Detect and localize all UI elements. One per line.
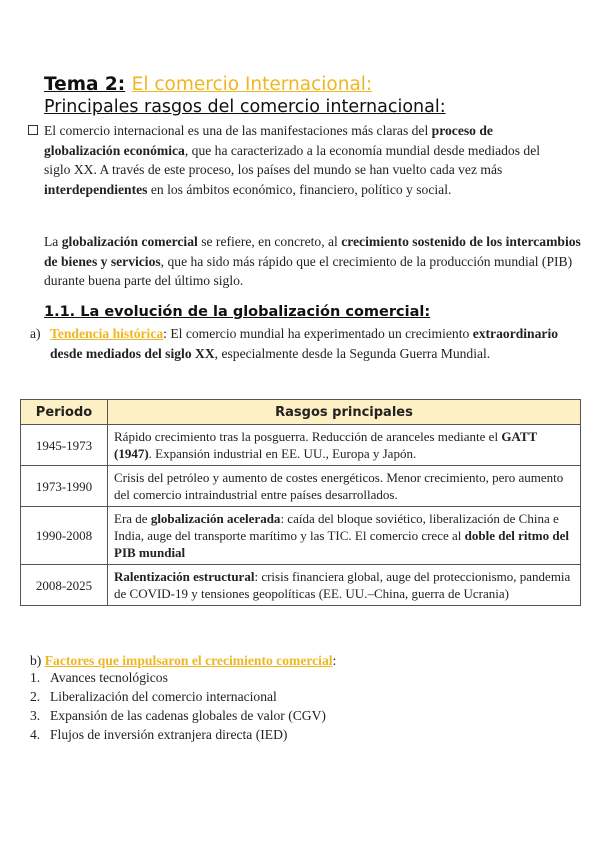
features-cell: Rápido crecimiento tras la posguerra. Reducción de aranceles mediante el GATT (1947). Expansión industrial en EE. UU., Europa y Japón. [108,425,581,466]
features-cell: Era de globalización acelerada: caída del bloque soviético, liberalización de China e India, auge del transporte marítimo y las TIC. El comercio crece al doble del ritmo del PIB mundial [108,507,581,565]
item-letter: b) [30,653,42,668]
period-cell: 1990-2008 [21,507,108,565]
table-header-row [21,400,581,425]
table-row [21,565,581,606]
header-period: Periodo [21,400,108,425]
growth-factors-link[interactable]: Factores que impulsaron el crecimiento comercial [44,653,333,668]
page-title [44,74,372,95]
list-item: 2. Liberalización del comercio internacional [30,689,277,704]
intro-paragraph: El comercio internacional es una de las manifestaciones más claras del proceso de globalización económica, que ha caracterizado a la economía mundial desde mediados del siglo XX. A través de este proceso, los países del mundo se han vuelto cada vez más interdependientes en los ámbitos económico, financiero, político y social. [44,123,541,197]
header-features: Rasgos principales [108,400,581,425]
globalization-paragraph: La globalización comercial se refiere, en concreto, al crecimiento sostenido de los intercambios de bienes y servicios, que ha sido más rápido que el crecimiento de la producción mundial (PIB) durante buena parte del último siglo. [44,234,581,288]
list-item: 3. Expansión de las cadenas globales de valor (CGV) [30,708,326,723]
period-cell: 2008-2025 [21,565,108,606]
list-item: 4. Flujos de inversión extranjera directa (IED) [30,727,288,742]
list-item-a: a) Tendencia histórica: El comercio mundial ha experimentado un crecimiento extraordinario desde mediados del siglo XX, especialmente desde la Segunda Guerra Mundial. [30,326,559,361]
table-row [21,507,581,565]
item-letter: a) [30,326,41,341]
periods-table [20,399,581,606]
features-cell: Crisis del petróleo y aumento de costes energéticos. Menor crecimiento, pero aumento del comercio intraindustrial entre países desarrollados. [108,466,581,507]
topic-title: El comercio Internacional: [131,74,373,95]
table-row [21,466,581,507]
period-cell: 1973-1990 [21,466,108,507]
page-subtitle: Principales rasgos del comercio internacional: [44,97,446,117]
topic-label: Tema 2: [44,74,126,95]
factors-list [30,668,326,744]
features-cell: Ralentización estructural: crisis financiera global, auge del proteccionismo, pandemia de COVID-19 y tensiones geopolíticas (EE. UU.–China, guerra de Ucrania) [108,565,581,606]
period-cell: 1945-1973 [21,425,108,466]
table-row [21,425,581,466]
list-item: 1. Avances tecnológicos [30,670,168,685]
historical-trend-link[interactable]: Tendencia histórica [50,326,164,341]
list-item-b: b) Factores que impulsaron el crecimiento comercial: [30,653,337,668]
checkbox-bullet-icon [28,125,38,135]
section-heading: 1.1. La evolución de la globalización comercial: [44,304,431,320]
